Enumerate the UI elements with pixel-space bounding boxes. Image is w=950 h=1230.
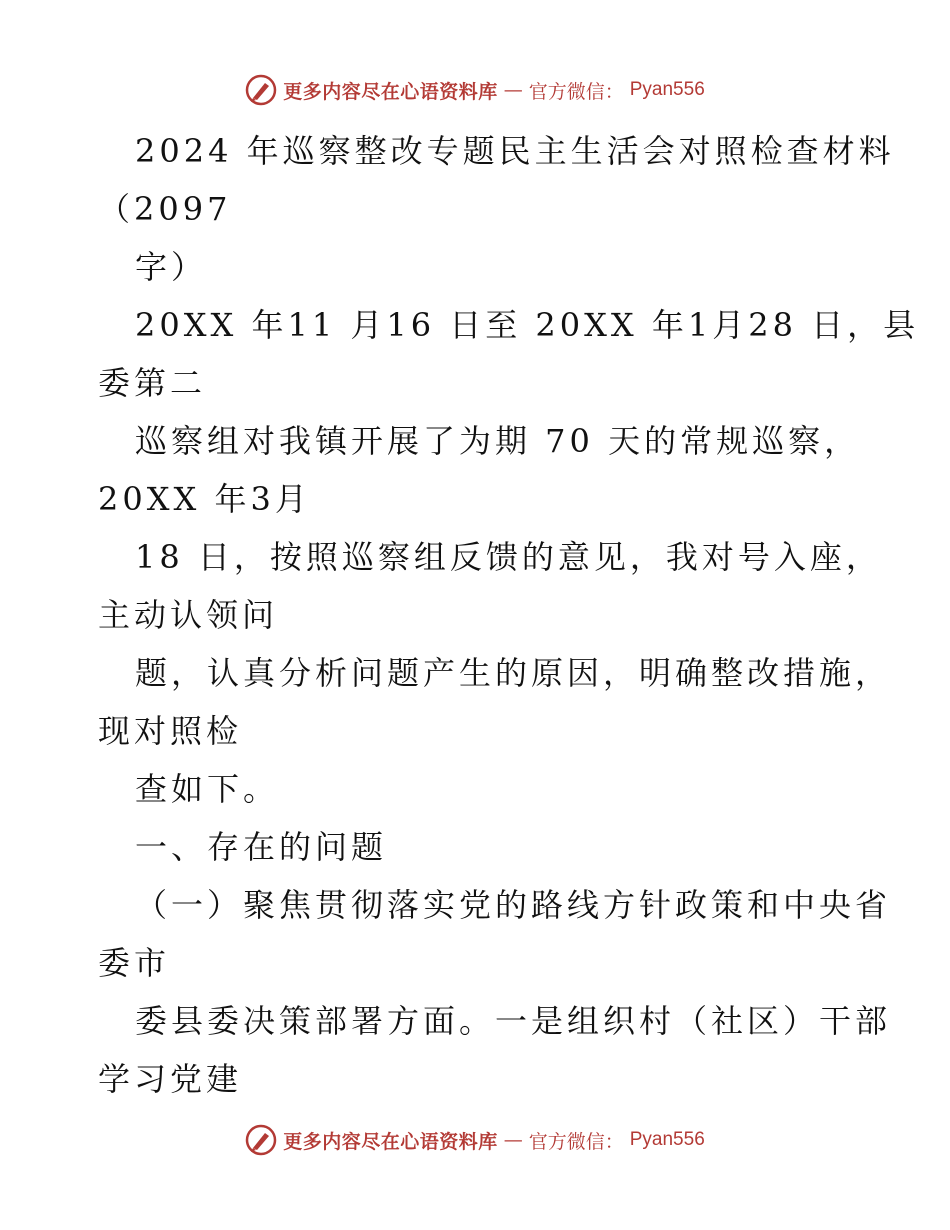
- title-line-1: 2024 年巡察整改专题民主生活会对照检查材料: [135, 132, 895, 170]
- document-body: [98, 122, 920, 1108]
- pen-logo-icon: [245, 1124, 277, 1156]
- footer-banner: [0, 1120, 950, 1160]
- paragraph-line: 现对照检: [98, 712, 243, 750]
- header-separator: —: [503, 79, 523, 101]
- header-site-text: 更多内容尽在心语资料库: [283, 80, 498, 103]
- header-wechat-label: 官方微信：: [528, 80, 624, 103]
- title-line-2: （2097: [98, 190, 232, 228]
- title-line-3: 字）: [135, 248, 208, 286]
- paragraph-line: 20XX 年11 月16 日至 20XX 年1月28 日，县: [135, 306, 920, 344]
- paragraph-line: 查如下。: [135, 770, 280, 808]
- section-heading: 一、存在的问题: [135, 828, 388, 866]
- paragraph-line: 题，认真分析问题产生的原因，明确整改措施，: [135, 654, 892, 692]
- paragraph-line: 委第二: [98, 364, 207, 402]
- paragraph-line: 主动认领问: [98, 596, 279, 634]
- footer-site-text: 更多内容尽在心语资料库: [283, 1130, 498, 1153]
- paragraph-line: 18 日，按照巡察组反馈的意见，我对号入座，: [135, 538, 882, 576]
- footer-wechat-label: 官方微信：: [528, 1130, 624, 1153]
- footer-separator: —: [503, 1129, 523, 1151]
- header-banner: [0, 70, 950, 110]
- paragraph-line: 巡察组对我镇开展了为期 70 天的常规巡察，: [135, 422, 861, 460]
- paragraph-line: 委县委决策部署方面。一是组织村（社区）干部: [135, 1002, 892, 1040]
- subsection-heading: （一）聚焦贯彻落实党的路线方针政策和中央省: [135, 886, 892, 924]
- paragraph-line: 委市: [98, 944, 171, 982]
- paragraph-line: 20XX 年3月: [98, 480, 311, 518]
- paragraph-line: 学习党建: [98, 1060, 243, 1098]
- pen-logo-icon: [245, 74, 277, 106]
- header-account: Pyan556: [629, 79, 705, 100]
- footer-account: Pyan556: [629, 1129, 705, 1150]
